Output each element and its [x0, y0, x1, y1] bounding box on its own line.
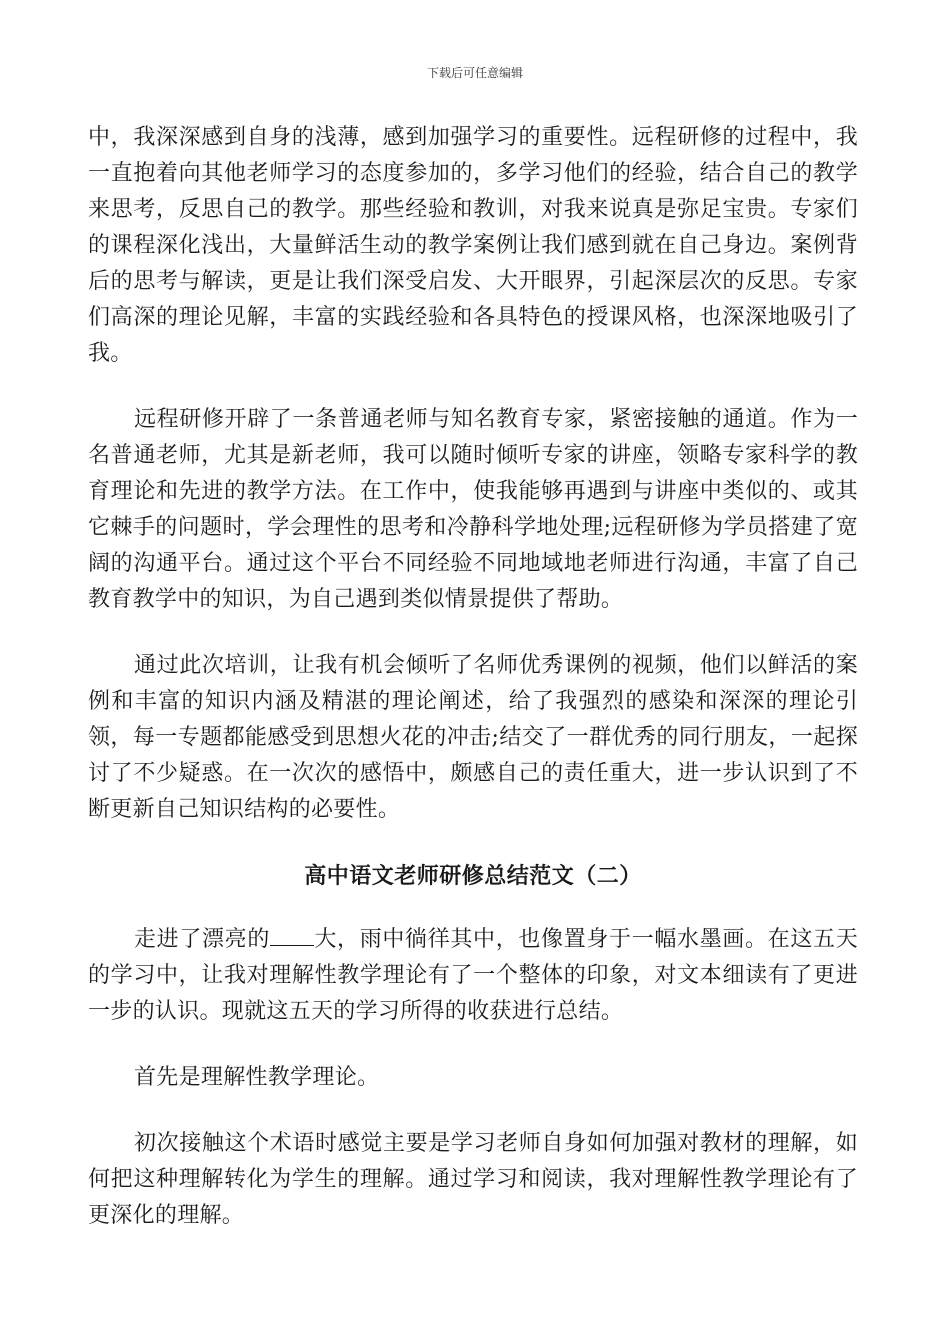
- paragraph-remote-training: 远程研修开辟了一条普通老师与知名教育专家，紧密接触的通道。作为一名普通老师，尤其是新老师，我可以随时倾听专家的讲座，领略专家科学的教育理论和先进的教学方法。在工作中，使我能够再遇到与讲座中类似的、或其它棘手的问题时，学会理性的思考和冷静科学地处理;远程研修为学员搭建了宽阔的沟通平台。通过这个平台不同经验不同地域地老师进行沟通，丰富了自己教育教学中的知识，为自己遇到类似情景提供了帮助。: [88, 407, 858, 612]
- paragraph-intro: [88, 922, 858, 1030]
- section-title: 高中语文老师研修总结范文（二）: [304, 863, 642, 889]
- paragraph-first-contact: 初次接触这个术语时感觉主要是学习老师自身如何加强对教材的理解，如何把这种理解转化为学生的理解。通过学习和阅读，我对理解性教学理论有了更深化的理解。: [88, 1131, 858, 1228]
- paragraph-first-point: 首先是理解性教学理论。: [134, 1065, 380, 1090]
- paragraph-training-benefits: 通过此次培训，让我有机会倾听了名师优秀课例的视频，他们以鲜活的案例和丰富的知识内涵及精湛的理论阐述，给了我强烈的感染和深深的理论引领，每一专题都能感受到思想火花的冲击;结交了一群优秀的同行朋友，一起探讨了不少疑惑。在一次次的感悟中，颇感自己的责任重大，进一步认识到了不断更新自己知识结构的必要性。: [88, 653, 858, 822]
- paragraph-continuation: 中，我深深感到自身的浅薄，感到加强学习的重要性。远程研修的过程中，我一直抱着向其他老师学习的态度参加的，多学习他们的经验，结合自己的教学来思考，反思自己的教学。那些经验和教训，对我来说真是弥足宝贵。专家们的课程深化浅出，大量鲜活生动的教学案例让我们感到就在自己身边。案例背后的思考与解读，更是让我们深受启发、大开眼界，引起深层次的反思。专家们高深的理论见解，丰富的实践经验和各具特色的授课风格，也深深地吸引了我。: [88, 125, 858, 366]
- intro-text-start: 走进了漂亮的: [134, 927, 270, 952]
- document-body: [88, 120, 858, 1264]
- page-header: 下载后可任意编辑: [426, 66, 523, 80]
- fill-in-blank: [270, 923, 314, 946]
- intro-text-end: 大，雨中徜徉其中，也像置身于一幅水墨画。在这五天的学习中，让我对理解性教学理论有了一个整体的印象，对文本细读有了更进一步的认识。现就这五天的学习所得的收获进行总结。: [88, 927, 858, 1024]
